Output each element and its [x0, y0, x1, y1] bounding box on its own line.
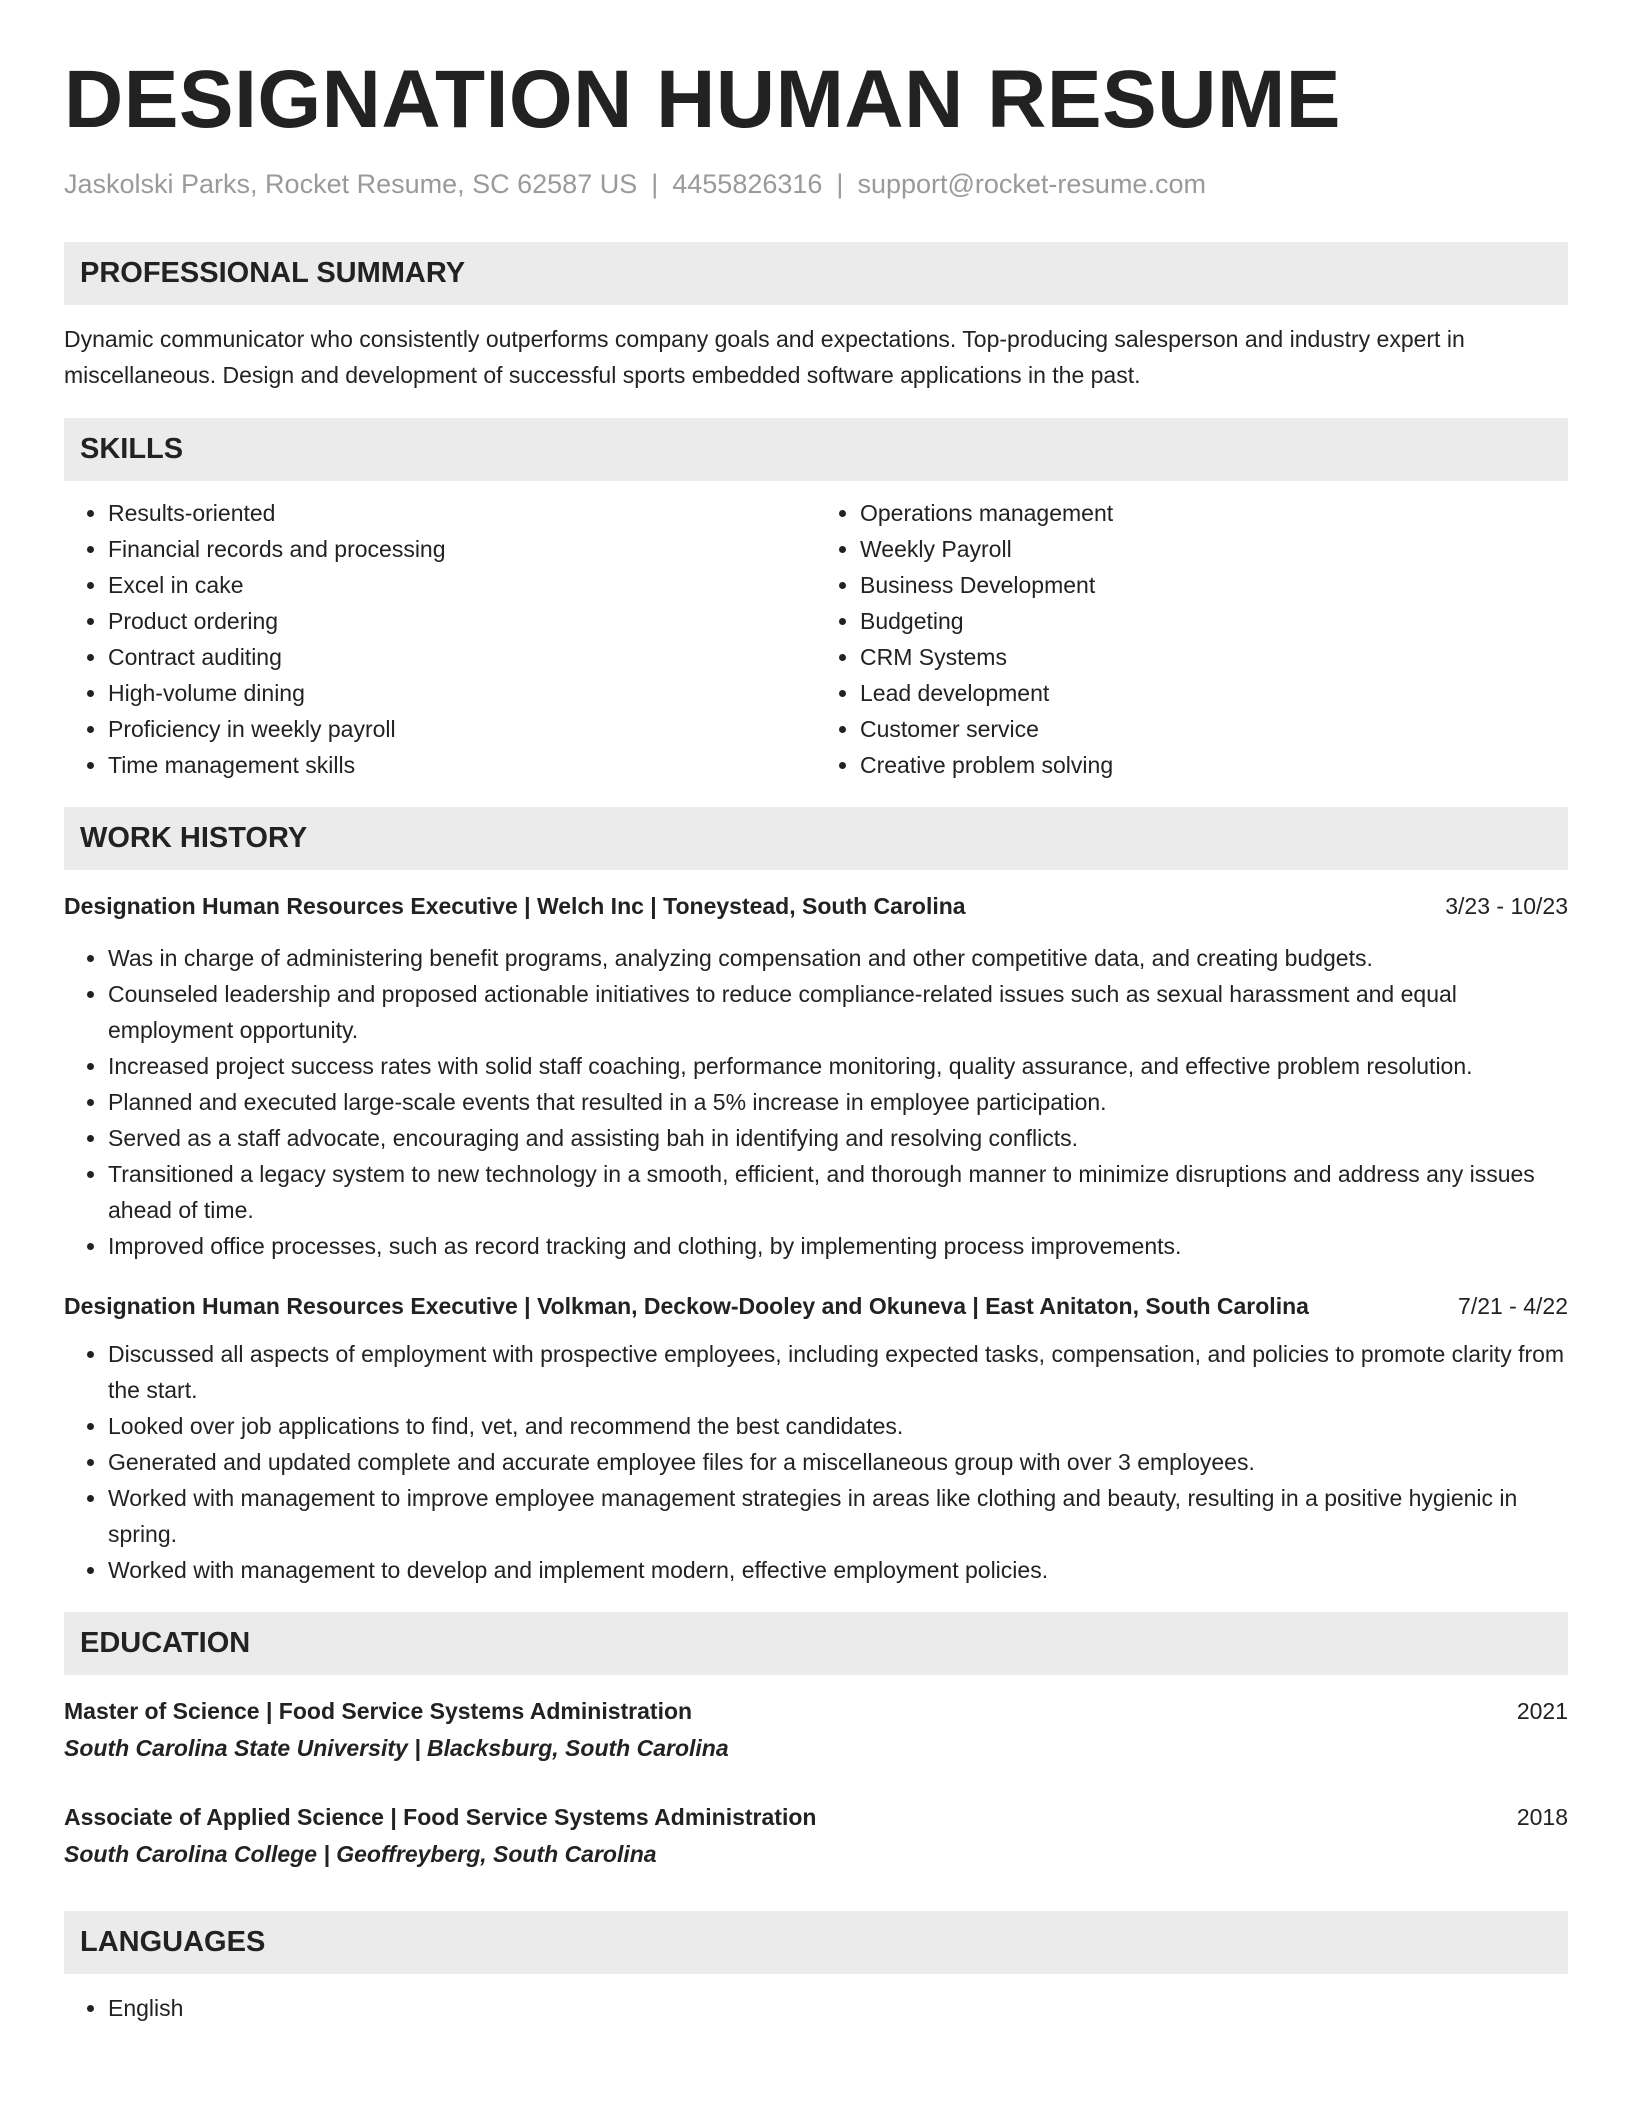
education-year: 2018: [1516, 1804, 1568, 1830]
skills-column-right: [816, 495, 1568, 783]
skill-item: • Product ordering: [108, 603, 816, 639]
job-entry: [64, 888, 1568, 1264]
education-degree: Associate of Applied Science | Food Service Systems Administration: [64, 1804, 817, 1830]
candidate-name: DESIGNATION HUMAN RESUME: [64, 54, 1341, 145]
job-bullet: • Was in charge of administering benefit programs, analyzing compensation and other competitive data, and creating budgets.: [108, 940, 1568, 976]
skill-item: • Lead development: [860, 675, 1568, 711]
section-heading-work-history: WORK HISTORY: [64, 807, 1568, 870]
languages-list: [64, 1990, 1568, 2026]
skill-item: • Customer service: [860, 711, 1568, 747]
job-bullet: • Increased project success rates with solid staff coaching, performance monitoring, quality assurance, and effective problem resolution.: [108, 1048, 1568, 1084]
skill-item: • Contract auditing: [108, 639, 816, 675]
skill-item: • Operations management: [860, 495, 1568, 531]
skill-item: • Creative problem solving: [860, 747, 1568, 783]
section-heading-education: EDUCATION: [64, 1612, 1568, 1675]
job-title: Designation Human Resources Executive | Volkman, Deckow-Dooley and Okuneva | East Anitaton, South Carolina: [64, 1293, 1309, 1319]
job-bullet: • Improved office processes, such as record tracking and clothing, by implementing process improvements.: [108, 1228, 1568, 1264]
job-bullet: • Worked with management to develop and implement modern, effective employment policies.: [108, 1552, 1568, 1588]
education-degree: Master of Science | Food Service Systems Administration: [64, 1698, 693, 1724]
section-heading-skills: SKILLS: [64, 418, 1568, 481]
job-header: [64, 888, 1568, 924]
job-title: Designation Human Resources Executive | Welch Inc | Toneystead, South Carolina: [64, 893, 966, 919]
job-bullets: [64, 1336, 1568, 1588]
skill-item: • Weekly Payroll: [860, 531, 1568, 567]
job-dates: 3/23 - 10/23: [1445, 893, 1568, 919]
skill-item: • Proficiency in weekly payroll: [108, 711, 816, 747]
language-item: • English: [108, 1990, 1568, 2026]
contact-line: [64, 164, 1568, 204]
education-entry: [64, 1799, 1568, 1873]
job-bullet: • Looked over job applications to find, vet, and recommend the best candidates.: [108, 1408, 1568, 1444]
job-bullet: • Planned and executed large-scale events that resulted in a 5% increase in employee participation.: [108, 1084, 1568, 1120]
skill-item: • Results-oriented: [108, 495, 816, 531]
education-header: [64, 1799, 1568, 1835]
job-dates: 7/21 - 4/22: [1458, 1293, 1568, 1319]
skill-item: • High-volume dining: [108, 675, 816, 711]
summary-text: Dynamic communicator who consistently outperforms company goals and expectations. Top-producing salesperson and industry expert in miscellaneous. Design and development of successful sports embedded software applications in the past.: [64, 326, 1465, 388]
skill-item: • Time management skills: [108, 747, 816, 783]
contact-separator: |: [651, 169, 659, 199]
skill-item: • Budgeting: [860, 603, 1568, 639]
skills-column-left: [64, 495, 816, 783]
contact-address: Jaskolski Parks, Rocket Resume, SC 62587 US: [64, 169, 638, 199]
section-heading-languages: LANGUAGES: [64, 1911, 1568, 1974]
job-bullet: • Generated and updated complete and accurate employee files for a miscellaneous group with over 3 employees.: [108, 1444, 1568, 1480]
education-entry: [64, 1693, 1568, 1767]
job-bullet: • Worked with management to improve employee management strategies in areas like clothing and beauty, resulting in a positive hygienic in spring.: [108, 1480, 1568, 1552]
education-year: 2021: [1516, 1698, 1568, 1724]
skill-item: • CRM Systems: [860, 639, 1568, 675]
skills-list: [64, 495, 1568, 783]
contact-separator: |: [836, 169, 844, 199]
section-heading-summary: PROFESSIONAL SUMMARY: [64, 242, 1568, 305]
job-bullet: • Served as a staff advocate, encouraging and assisting bah in identifying and resolving conflicts.: [108, 1120, 1568, 1156]
skill-item: • Business Development: [860, 567, 1568, 603]
job-entry: [64, 1288, 1568, 1588]
job-header: [64, 1288, 1568, 1324]
skill-item: • Financial records and processing: [108, 531, 816, 567]
job-bullet: • Counseled leadership and proposed actionable initiatives to reduce compliance-related issues such as sexual harassment and equal employment opportunity.: [108, 976, 1568, 1048]
contact-phone: 4455826316: [672, 169, 823, 199]
languages-bullets: [64, 1990, 1568, 2026]
contact-email: support@rocket-resume.com: [857, 169, 1206, 199]
education-header: [64, 1693, 1568, 1729]
skill-item: • Excel in cake: [108, 567, 816, 603]
job-bullets: [64, 940, 1568, 1264]
education-school: South Carolina State University | Blacksburg, South Carolina: [64, 1735, 729, 1761]
job-bullet: • Transitioned a legacy system to new technology in a smooth, efficient, and thorough manner to minimize disruptions and address any issues ahead of time.: [108, 1156, 1568, 1228]
education-school: South Carolina College | Geoffreyberg, South Carolina: [64, 1841, 657, 1867]
job-bullet: • Discussed all aspects of employment with prospective employees, including expected tasks, compensation, and policies to promote clarity from the start.: [108, 1336, 1568, 1408]
